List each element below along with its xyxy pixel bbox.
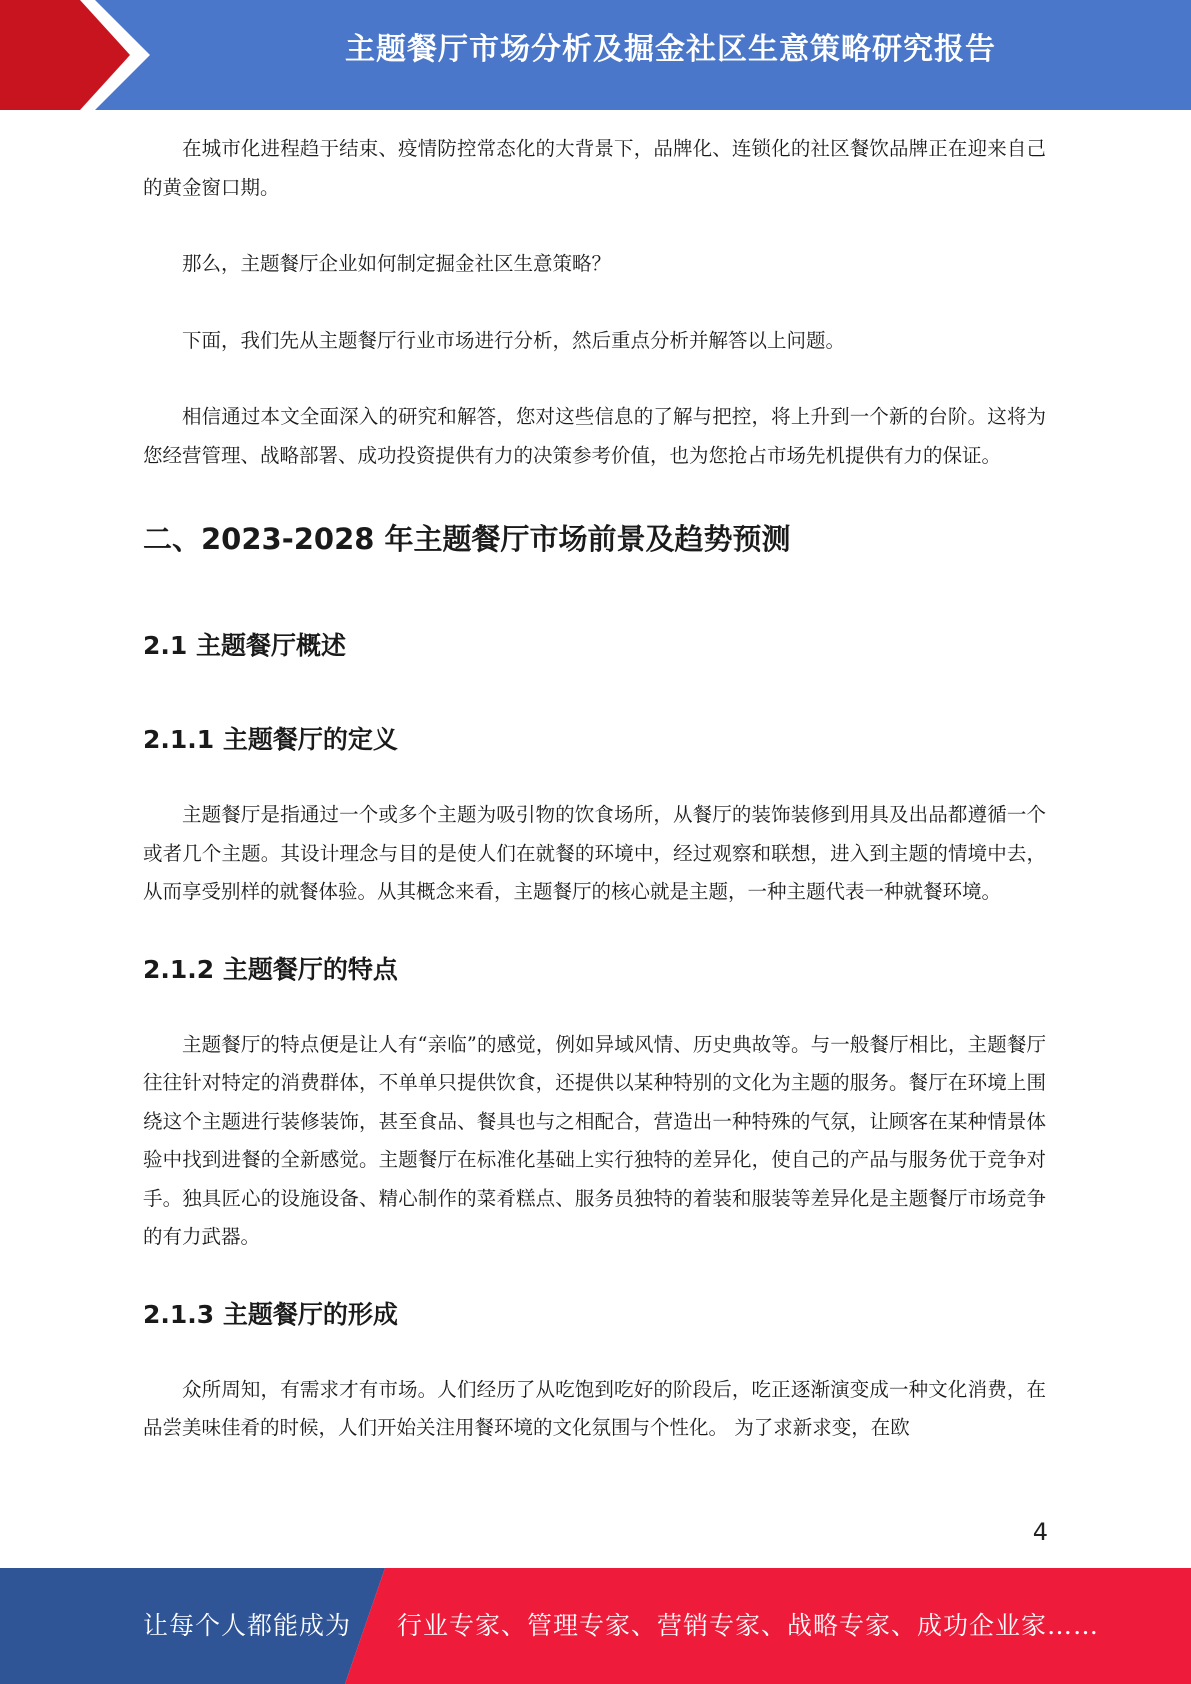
footer-banner [0,1568,1191,1684]
footer-slogan-right: 行业专家、管理专家、营销专家、战略专家、成功企业家…… [397,1611,1100,1640]
subsection-heading-2-1-2: 2.1.2 主题餐厅的特点 [143,954,398,984]
page-number: 4 [1032,1518,1048,1546]
header-banner [0,0,1191,110]
features-paragraph: 主题餐厅的特点便是让人有“亲临”的感觉，例如异域风情、历史典故等。与一般餐厅相比，主题餐厅往往针对特定的消费群体，不单单只提供饮食，还提供以某种特别的文化为主题的服务。餐厅在环境上围绕这个主题进行装修装饰，甚至食品、餐具也与之相配合，营造出一种特殊的气氛，让顾客在某种情景体验中找到进餐的全新感觉。主题餐厅在标准化基础上实行独特的差异化，使自己的产品与服务优于竞争对手。独具匠心的设施设备、精心制作的菜肴糕点、服务员独特的着装和服装等差异化是主题餐厅市场竞争的有力武器。 [143,1032,1046,1248]
section-heading: 二、2023-2028 年主题餐厅市场前景及趋势预测 [143,522,791,556]
report-title: 主题餐厅市场分析及掘金社区生意策略研究报告 [345,32,996,67]
subsection-heading-2-1: 2.1 主题餐厅概述 [143,631,346,660]
intro-paragraph-3: 下面，我们先从主题餐厅行业市场进行分析，然后重点分析并解答以上问题。 [182,328,846,352]
definition-paragraph: 主题餐厅是指通过一个或多个主题为吸引物的饮食场所，从餐厅的装饰装修到用具及出品都遵循一个或者几个主题。其设计理念与目的是使人们在就餐的环境中，经过观察和联想，进入到主题的情境中去，从而享受别样的就餐体验。从其概念来看，主题餐厅的核心就是主题，一种主题代表一种就餐环境。 [143,803,1046,903]
intro-paragraph-2: 那么，主题餐厅企业如何制定掘金社区生意策略？ [182,252,612,275]
formation-paragraph: 众所周知，有需求才有市场。人们经历了从吃饱到吃好的阶段后，吃正逐渐演变成一种文化消费，在品尝美味佳肴的时候，人们开始关注用餐环境的文化氛围与个性化。 为了求新求变，在欧 [143,1377,1046,1439]
intro-paragraph-4: 相信通过本文全面深入的研究和解答，您对这些信息的了解与把控，将上升到一个新的台阶。这将为您经营管理、战略部署、成功投资提供有力的决策参考价值，也为您抢占市场先机提供有力的保证。 [143,405,1046,467]
document-body [143,130,1046,1448]
subsection-heading-2-1-3: 2.1.3 主题餐厅的形成 [143,1299,398,1329]
footer-slogan-left: 让每个人都能成为 [143,1611,352,1640]
subsection-heading-2-1-1: 2.1.1 主题餐厅的定义 [143,725,398,754]
intro-paragraph-1: 在城市化进程趋于结束、疫情防控常态化的大背景下，品牌化、连锁化的社区餐饮品牌正在迎来自己的黄金窗口期。 [143,137,1046,199]
header-chevron-decoration [0,0,160,110]
